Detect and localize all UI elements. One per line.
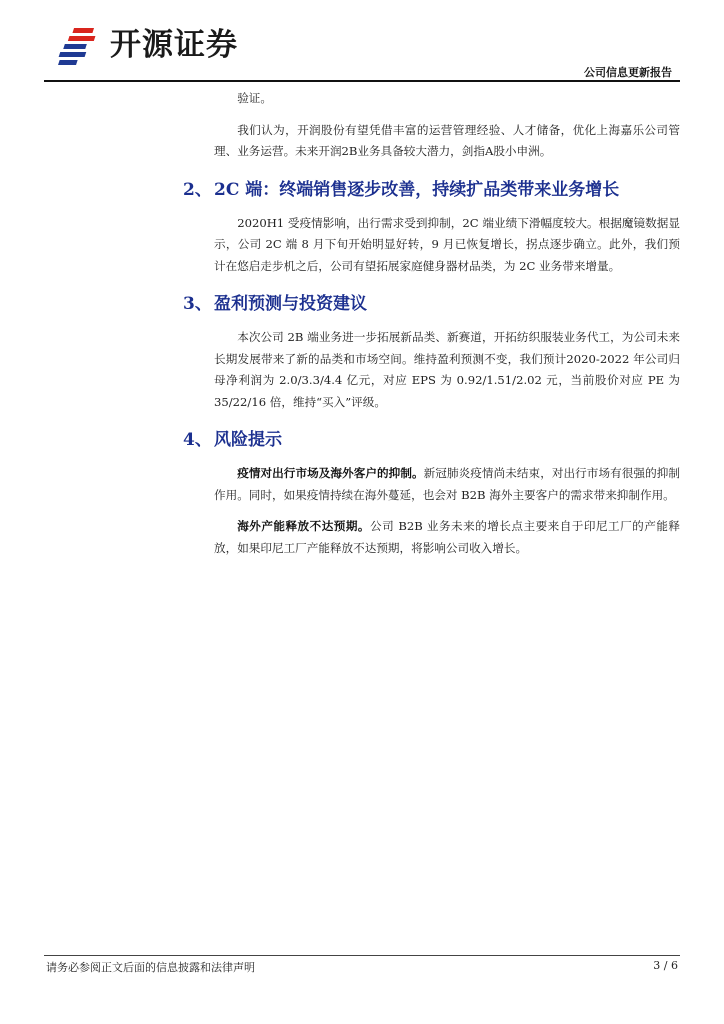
- page-number: 3 / 6: [653, 959, 678, 972]
- section-number: 4、: [183, 430, 212, 450]
- section-number: 3、: [183, 294, 212, 314]
- footer-disclaimer: 请务必参阅正文后面的信息披露和法律声明: [46, 961, 255, 974]
- risk-item-1: [214, 463, 680, 506]
- brand-logo-icon: [58, 22, 104, 68]
- footer-divider: [44, 955, 680, 956]
- paragraph-outlook: 我们认为，开润股份有望凭借丰富的运营管理经验、人才储备，优化上海嘉乐公司管理、业务运营。未来开润2B业务具备较大潜力，剑指A股小申洲。: [214, 122, 680, 158]
- section-heading-forecast: [183, 291, 680, 317]
- section-title: 风险提示: [214, 430, 282, 450]
- section-title: 2C 端：终端销售逐步改善，持续扩品类带来业务增长: [214, 179, 620, 200]
- header-divider: [44, 80, 680, 82]
- risk-item-2: [214, 516, 680, 559]
- section-heading-2c: [183, 177, 680, 203]
- section-number: 2、: [183, 179, 212, 200]
- report-body: [183, 88, 680, 559]
- risk-item-text: 新冠肺炎疫情尚未结束，对出行市场有很强的抑制作用。同时，如果疫情持续在海外蔓延，也会对 B2B 海外主要客户的需求带来抑制作用。: [214, 466, 680, 502]
- brand-name: 开源证券: [110, 27, 238, 63]
- paragraph-2c: 2020H1 受疫情影响，出行需求受到抑制，2C 端业绩下滑幅度较大。根据魔镜数据显示，公司 2C 端 8 月下旬开始明显好转，9 月已恢复增长，拐点逐步确立。此外，我们预计在悠启走步机之后，公司有望拓展家庭健身器材品类，为 2C 业务带来增量。: [214, 215, 680, 273]
- report-type-label: 公司信息更新报告: [584, 66, 672, 79]
- risk-item-text: 公司 B2B 业务未来的增长点主要来自于印尼工厂的产能释放，如果印尼工厂产能释放不达预期，将影响公司收入增长。: [214, 519, 680, 555]
- paragraph-continuation: 验证。: [237, 91, 272, 105]
- page-header: [0, 0, 724, 82]
- risk-item-title: 疫情对出行市场及海外客户的抑制。: [237, 466, 424, 480]
- section-title: 盈利预测与投资建议: [214, 294, 367, 314]
- brand-logo: [58, 22, 238, 68]
- section-heading-risk: [183, 427, 680, 453]
- paragraph-forecast: 本次公司 2B 端业务进一步拓展新品类、新赛道，开拓纺织服装业务代工，为公司未来长期发展带来了新的品类和市场空间。维持盈利预测不变，我们预计2020-2022 年公司归母净利润为 2.0/3.3/4.4 亿元，对应 EPS 为 0.92/1.51/2.02 元，当前股价对应 PE 为 35/22/16 倍，维持“买入”评级。: [214, 330, 680, 409]
- risk-item-title: 海外产能释放不达预期。: [237, 519, 371, 533]
